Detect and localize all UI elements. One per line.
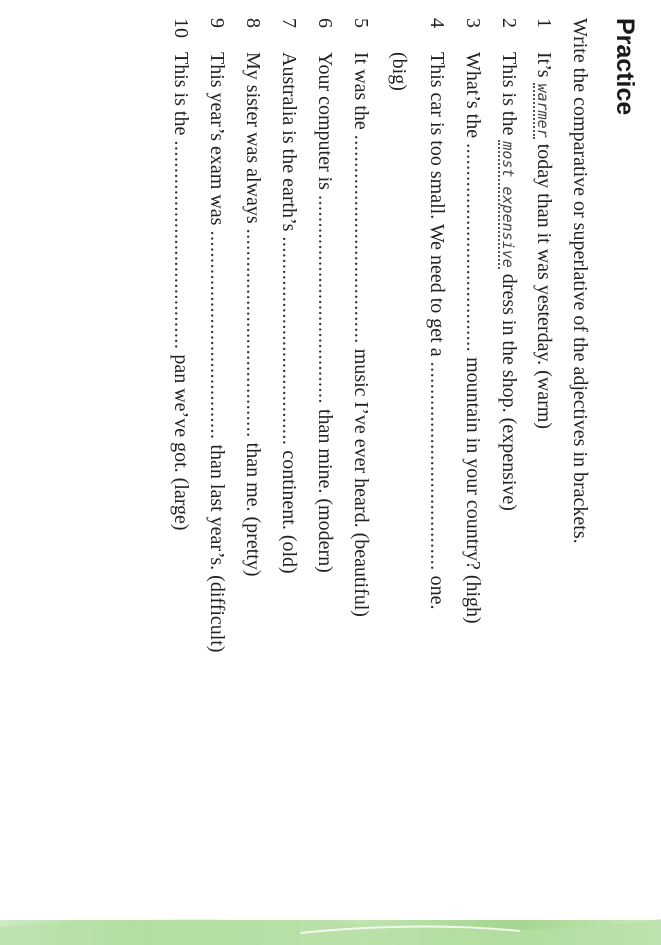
item-text-after: dress in the shop. (expensive) (498, 268, 520, 511)
answer-blank[interactable]: most expensive (499, 141, 517, 268)
item-text-before: Your computer is (314, 52, 336, 195)
answer-blank[interactable]: warmer (534, 83, 552, 138)
item-number: 7 (278, 18, 300, 28)
item-number: 6 (314, 18, 336, 28)
item-text-after: than last year’s. (difficult) (206, 439, 228, 653)
item-text-after: today than it was yesterday. (warm) (533, 138, 555, 430)
page-title: Practice (611, 18, 639, 116)
answer-blank[interactable]: ...................................... (170, 140, 192, 350)
item-text-before: It was the (350, 52, 372, 135)
item-text-after: one. (426, 570, 448, 610)
item-text-before: My sister was always (242, 52, 264, 229)
answer-blank[interactable]: ...................................... (242, 228, 264, 438)
item-text-before: This car is too small. We need to get a (426, 52, 448, 362)
exercise-item-2 (497, 18, 520, 511)
item-number: 3 (462, 18, 484, 28)
item-number: 8 (242, 18, 264, 28)
exercise-item-1 (532, 18, 555, 429)
item-number: 2 (498, 18, 520, 28)
item-number: 1 (533, 18, 555, 28)
answer-blank[interactable]: ...................................... (426, 361, 448, 571)
item-text-before: Australia is the earth’s (278, 52, 300, 237)
exercise-item-6 (313, 18, 336, 573)
item-text-before: This is the (498, 52, 520, 141)
item-text-before: What’s the (462, 52, 484, 144)
answer-blank[interactable]: ...................................... (314, 194, 336, 404)
item-number: 9 (206, 18, 228, 28)
item-text-after: continent. (old) (278, 445, 300, 574)
exercise-item-5 (349, 18, 372, 617)
item-number: 10 (170, 18, 192, 38)
exercise-item-10 (169, 18, 192, 531)
exercise-item-8 (241, 18, 264, 576)
bottom-curve-decoration (0, 905, 661, 945)
answer-blank[interactable]: ...................................... (462, 143, 484, 353)
item-number: 4 (426, 18, 448, 28)
item-text-before: This year’s exam was (206, 52, 228, 231)
answer-blank[interactable]: ...................................... (350, 134, 372, 344)
item-text-after: music I’ve ever heard. (beautiful) (350, 343, 372, 617)
exercise-item-9 (205, 18, 228, 653)
item-text-after: than me. (pretty) (242, 437, 264, 577)
answer-blank[interactable]: ...................................... (206, 230, 228, 440)
exercise-item-4 (425, 18, 448, 610)
item-text-after: mountain in your country? (high) (462, 352, 484, 624)
item-text-after: than mine. (modern) (314, 403, 336, 573)
exercise-item-3 (461, 18, 484, 624)
answer-blank[interactable]: ...................................... (278, 236, 300, 446)
item-4-hint: (big) (388, 52, 410, 91)
item-number: 5 (350, 18, 372, 28)
instruction-text: Write the comparative or superlative of the adjectives in brackets. (569, 18, 591, 544)
item-text-before: It’s (533, 52, 555, 83)
exercise-item-7 (277, 18, 300, 574)
item-text-after: pan we’ve got. (large) (170, 349, 192, 531)
item-text-before: This is the (170, 52, 192, 141)
